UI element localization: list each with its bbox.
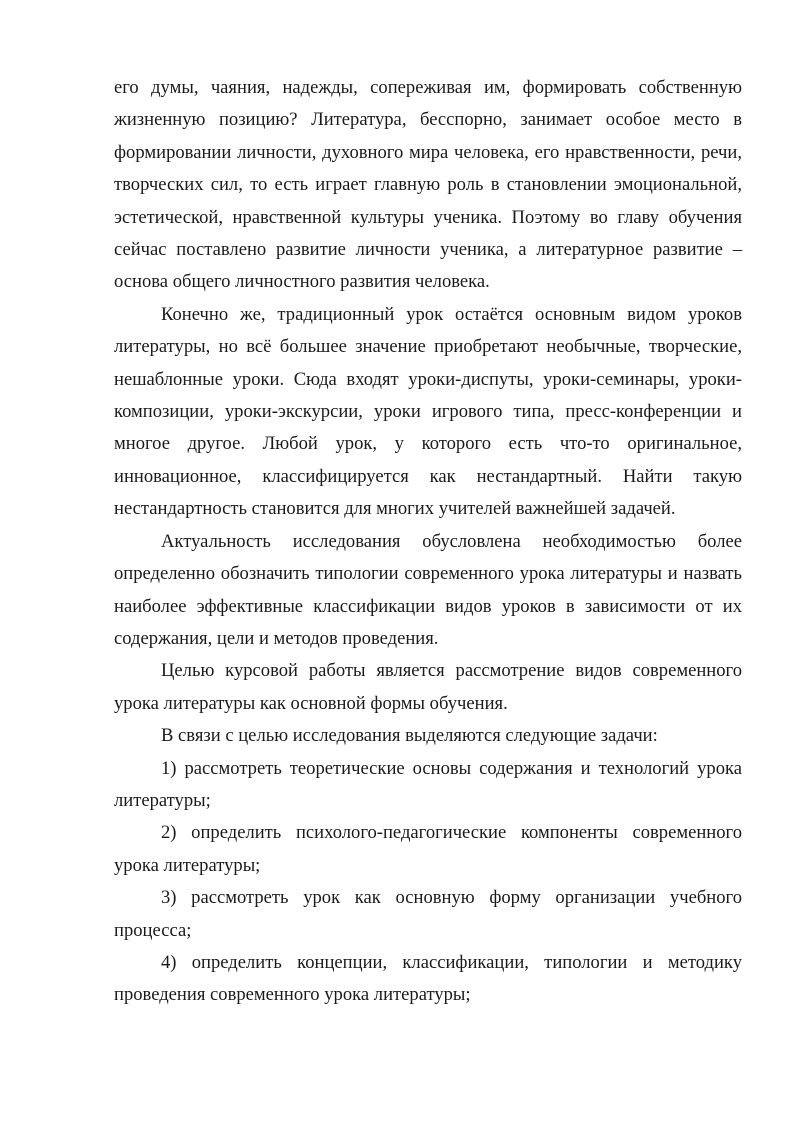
task-item-1: 1) рассмотреть теоретические основы содержания и технологий урока литературы; bbox=[114, 757, 742, 811]
paragraph-traditional-lesson: Конечно же, традиционный урок остаётся основным видом уроков литературы, но всё большее значение приобретают необычные, творческие, нешаблонные уроки. Сюда входят уроки-диспуты, уроки-семинары, уроки-композиции, уроки-экскурсии, уроки игрового типа, пресс-конференции и многое другое. Любой урок, у которого есть что-то оригинальное, инновационное, классифицируется как нестандартный. Найти такую нестандартность становится для многих учителей важнейшей задачей. bbox=[114, 303, 742, 520]
paragraph-continuation: его думы, чаяния, надежды, сопереживая им, формировать собственную жизненную позицию? Литература, бесспорно, занимает особое место в формировании личности, духовного мира человека, его нравственности, речи, творческих сил, то есть играет главную роль в становлении эмоциональной, эстетической, нравственной культуры ученика. Поэтому во главу обучения сейчас поставлено развитие личности ученика, а литературное развитие – основа общего личностного развития человека. bbox=[114, 77, 742, 293]
document-page bbox=[114, 72, 742, 1012]
task-item-2: 2) определить психолого-педагогические компоненты современного урока литературы; bbox=[114, 822, 742, 876]
paragraph-tasks-intro: В связи с целью исследования выделяются следующие задачи: bbox=[161, 725, 658, 747]
task-item-3: 3) рассмотреть урок как основную форму организации учебного процесса; bbox=[114, 887, 742, 941]
task-item-4: 4) определить концепции, классификации, типологии и методику проведения современного урока литературы; bbox=[114, 951, 742, 1006]
paragraph-goal: Целью курсовой работы является рассмотрение видов современного урока литературы как основной формы обучения. bbox=[114, 660, 742, 714]
paragraph-relevance: Актуальность исследования обусловлена необходимостью более определенно обозначить типологии современного урока литературы и назвать наиболее эффективные классификации видов уроков в зависимости от их содержания, цели и методов проведения. bbox=[114, 530, 742, 649]
